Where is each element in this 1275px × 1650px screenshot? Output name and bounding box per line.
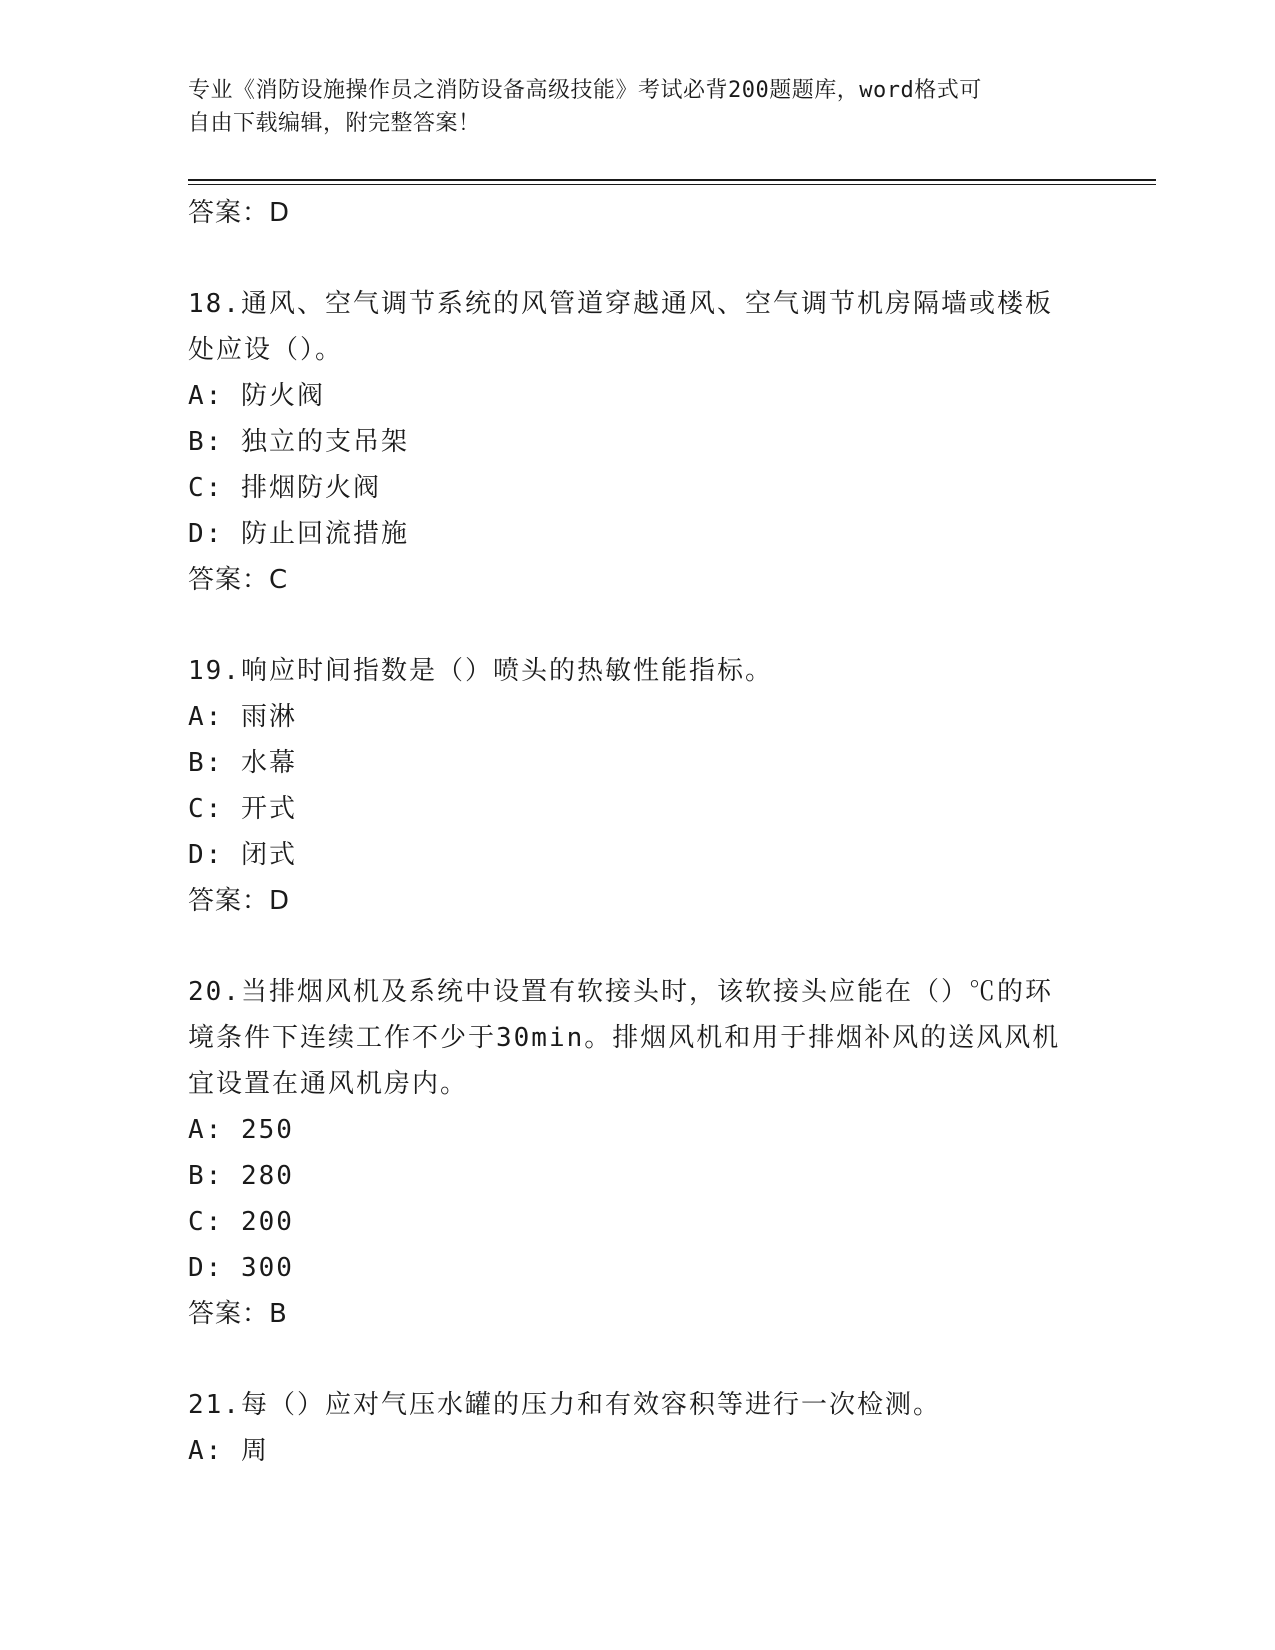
header-divider-thick <box>188 179 1156 181</box>
question-19 <box>188 648 1088 924</box>
question-stem: 19.响应时间指数是（）喷头的热敏性能指标。 <box>188 656 773 686</box>
option-d: D: 防止回流措施 <box>188 519 409 549</box>
answer-value: C <box>269 565 289 595</box>
option-a: A: 防火阀 <box>188 381 325 411</box>
option-b: B: 280 <box>188 1161 294 1191</box>
option-a: A: 周 <box>188 1436 269 1466</box>
answer-value: B <box>269 1299 288 1329</box>
question-stem: 18.通风、空气调节系统的风管道穿越通风、空气调节机房隔墙或楼板 <box>188 289 1053 319</box>
answer-label: 答案： <box>188 1299 270 1329</box>
option-c: C: 200 <box>188 1207 294 1237</box>
question-20 <box>188 969 1088 1337</box>
option-c: C: 开式 <box>188 794 297 824</box>
question-18 <box>188 281 1088 603</box>
question-stem: 21.每（）应对气压水罐的压力和有效容积等进行一次检测。 <box>188 1390 941 1420</box>
question-answer <box>188 557 1088 603</box>
question-21 <box>188 1382 1088 1474</box>
option-b: B: 水幕 <box>188 748 297 778</box>
option-d: D: 300 <box>188 1253 294 1283</box>
header-line-1: 专业《消防设施操作员之消防设备高级技能》考试必背200题题库，word格式可 <box>188 78 982 103</box>
answer-label: 答案： <box>188 198 270 228</box>
option-a: A: 250 <box>188 1115 294 1145</box>
option-a: A: 雨淋 <box>188 702 297 732</box>
answer-label: 答案： <box>188 565 270 595</box>
option-b: B: 独立的支吊架 <box>188 427 409 457</box>
option-c: C: 排烟防火阀 <box>188 473 381 503</box>
question-stem: 处应设（）。 <box>188 335 344 365</box>
answer-value: D <box>269 198 291 228</box>
option-d: D: 闭式 <box>188 840 297 870</box>
question-stem: 境条件下连续工作不少于30min。排烟风机和用于排烟补风的送风风机 <box>188 1023 1061 1053</box>
page-header <box>188 74 1068 140</box>
header-divider-thin <box>188 184 1156 185</box>
header-line-2: 自由下载编辑，附完整答案！ <box>188 111 481 136</box>
answer-label: 答案： <box>188 886 270 916</box>
question-stem: 宜设置在通风机房内。 <box>188 1069 469 1099</box>
question-list <box>188 190 1088 1474</box>
previous-answer <box>188 190 1088 236</box>
question-stem: 20.当排烟风机及系统中设置有软接头时，该软接头应能在（）℃的环 <box>188 977 1053 1007</box>
question-answer <box>188 1291 1088 1337</box>
question-answer <box>188 878 1088 924</box>
answer-value: D <box>269 886 291 916</box>
